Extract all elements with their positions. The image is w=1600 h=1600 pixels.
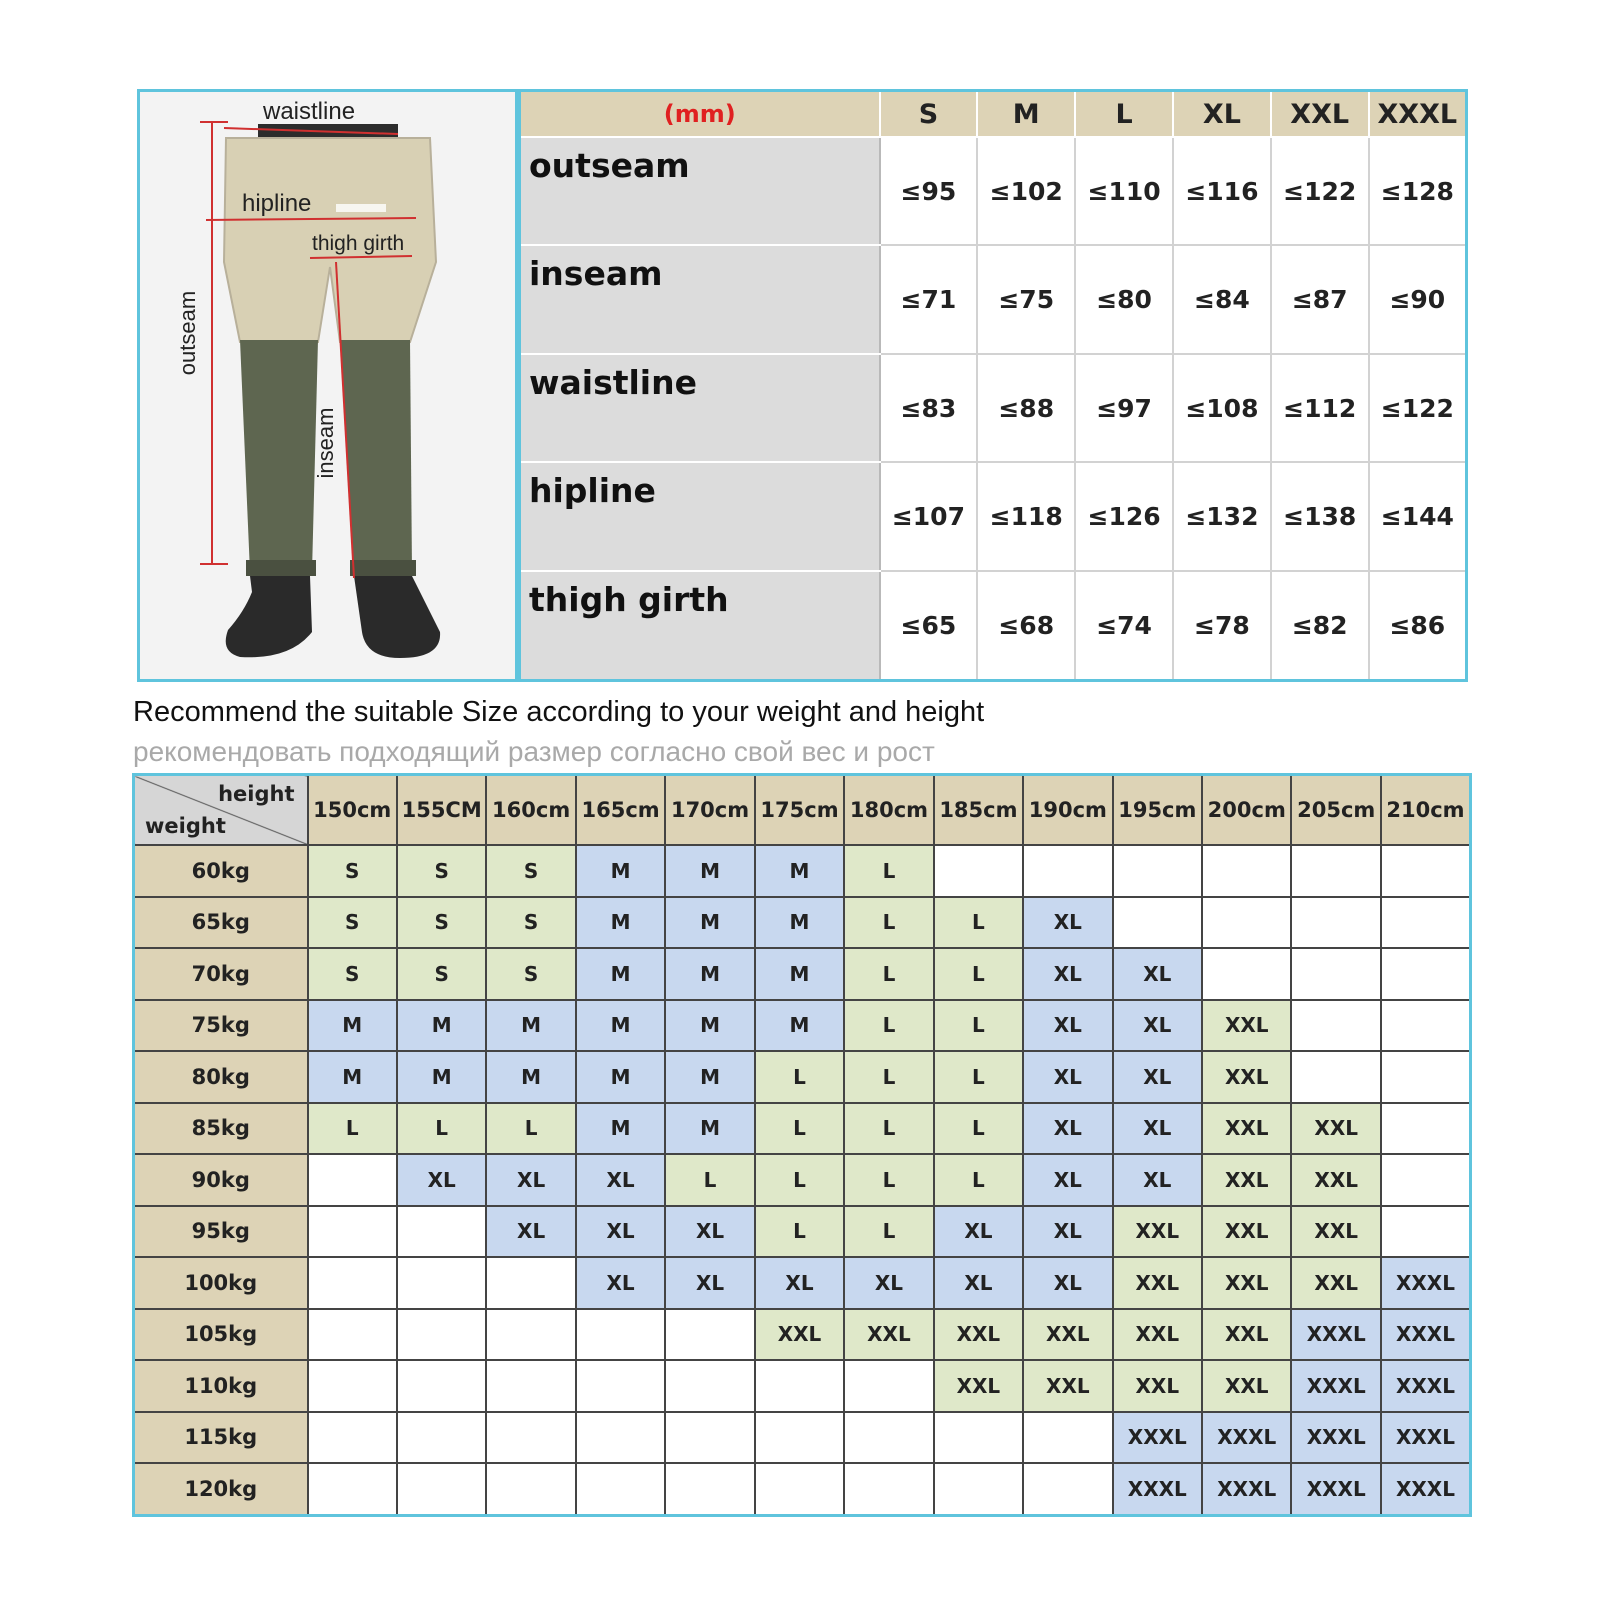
size-cell: M xyxy=(665,897,754,949)
height-header: 185cm xyxy=(934,775,1023,846)
size-cell: M xyxy=(665,1103,754,1155)
weight-label: 105kg xyxy=(134,1309,308,1361)
size-cell xyxy=(397,1206,486,1258)
size-cell: L xyxy=(934,1000,1023,1052)
size-cell xyxy=(1202,948,1291,1000)
size-cell: XL xyxy=(755,1257,844,1309)
size-cell xyxy=(308,1257,397,1309)
weight-row xyxy=(134,1000,1471,1052)
size-cell: L xyxy=(308,1103,397,1155)
size-cell xyxy=(844,1412,933,1464)
measurement-value: ≤122 xyxy=(1271,137,1369,245)
weight-row xyxy=(134,1360,1471,1412)
measurement-value: ≤116 xyxy=(1173,137,1271,245)
weight-label: 85kg xyxy=(134,1103,308,1155)
wader-illustration-panel xyxy=(137,89,518,682)
size-cell xyxy=(1381,1206,1471,1258)
size-cell: XXL xyxy=(934,1309,1023,1361)
size-cell: XL xyxy=(397,1154,486,1206)
measurement-row xyxy=(520,354,1467,462)
size-cell: S xyxy=(308,948,397,1000)
size-cell xyxy=(1291,1000,1380,1052)
size-cell xyxy=(1291,845,1380,897)
size-cell: M xyxy=(397,1051,486,1103)
size-cell xyxy=(665,1412,754,1464)
size-cell: XXL xyxy=(1291,1257,1380,1309)
size-cell: XL xyxy=(576,1154,665,1206)
size-cell: XL xyxy=(1113,1154,1202,1206)
size-cell xyxy=(1381,1154,1471,1206)
size-cell: M xyxy=(308,1051,397,1103)
measurement-table xyxy=(518,89,1468,682)
weight-row xyxy=(134,1257,1471,1309)
measurement-value: ≤71 xyxy=(880,245,978,353)
size-cell xyxy=(397,1463,486,1516)
size-cell: L xyxy=(844,948,933,1000)
size-cell: M xyxy=(755,845,844,897)
weight-label: 100kg xyxy=(134,1257,308,1309)
size-cell: XXL xyxy=(1202,1257,1291,1309)
measurement-name: outseam xyxy=(520,137,880,245)
size-cell: XL xyxy=(486,1206,575,1258)
corner-weight-label: weight xyxy=(145,814,226,838)
measurement-value: ≤138 xyxy=(1271,462,1369,570)
size-cell: L xyxy=(844,1051,933,1103)
size-cell: XXXL xyxy=(1381,1257,1471,1309)
weight-label: 65kg xyxy=(134,897,308,949)
size-cell: XL xyxy=(576,1257,665,1309)
weight-row xyxy=(134,1206,1471,1258)
size-cell xyxy=(308,1206,397,1258)
size-cell: S xyxy=(486,845,575,897)
measurement-value: ≤75 xyxy=(977,245,1075,353)
size-cell: XXL xyxy=(1113,1360,1202,1412)
size-cell: M xyxy=(576,1000,665,1052)
size-cell: L xyxy=(844,1206,933,1258)
size-cell xyxy=(755,1412,844,1464)
size-cell: S xyxy=(486,948,575,1000)
size-cell xyxy=(1023,845,1112,897)
size-cell: XXXL xyxy=(1113,1463,1202,1516)
measurement-value: ≤110 xyxy=(1075,137,1173,245)
measurement-value: ≤80 xyxy=(1075,245,1173,353)
size-cell: L xyxy=(934,1103,1023,1155)
size-cell: L xyxy=(844,1103,933,1155)
size-cell: XL xyxy=(665,1206,754,1258)
measurement-value: ≤68 xyxy=(977,571,1075,681)
size-cell xyxy=(1113,897,1202,949)
size-cell: S xyxy=(397,948,486,1000)
size-cell: XXL xyxy=(1202,1360,1291,1412)
weight-label: 80kg xyxy=(134,1051,308,1103)
size-cell xyxy=(486,1257,575,1309)
size-cell: L xyxy=(755,1154,844,1206)
height-header-row xyxy=(134,775,1471,846)
size-header: XXL xyxy=(1271,91,1369,138)
weight-row xyxy=(134,1051,1471,1103)
size-cell: XXXL xyxy=(1113,1412,1202,1464)
inseam-label: inseam xyxy=(313,407,338,479)
recommend-title-en: Recommend the suitable Size according to your weight and height xyxy=(133,696,985,728)
size-cell xyxy=(308,1154,397,1206)
measurement-header-row xyxy=(520,91,1467,138)
size-cell: XXL xyxy=(934,1360,1023,1412)
size-cell: M xyxy=(576,897,665,949)
height-header: 150cm xyxy=(308,775,397,846)
size-recommendation-table xyxy=(132,773,1472,1517)
weight-label: 90kg xyxy=(134,1154,308,1206)
size-cell: L xyxy=(844,1000,933,1052)
weight-row xyxy=(134,1309,1471,1361)
size-cell xyxy=(665,1463,754,1516)
size-cell: XXXL xyxy=(1381,1412,1471,1464)
size-cell xyxy=(665,1360,754,1412)
measurement-value: ≤97 xyxy=(1075,354,1173,462)
measurement-value: ≤78 xyxy=(1173,571,1271,681)
size-cell xyxy=(576,1309,665,1361)
size-cell: XL xyxy=(1113,1000,1202,1052)
measurement-value: ≤128 xyxy=(1369,137,1467,245)
size-cell: XXL xyxy=(1023,1309,1112,1361)
size-cell: L xyxy=(934,948,1023,1000)
measurement-name: hipline xyxy=(520,462,880,570)
size-cell: XL xyxy=(1113,1051,1202,1103)
size-cell: L xyxy=(755,1103,844,1155)
size-cell: L xyxy=(486,1103,575,1155)
measurement-value: ≤88 xyxy=(977,354,1075,462)
size-cell xyxy=(486,1412,575,1464)
size-cell: L xyxy=(934,897,1023,949)
height-header: 210cm xyxy=(1381,775,1471,846)
measurement-name: inseam xyxy=(520,245,880,353)
size-cell: XL xyxy=(1023,1000,1112,1052)
size-cell: XL xyxy=(1023,1206,1112,1258)
size-cell: XXL xyxy=(1113,1257,1202,1309)
size-cell xyxy=(755,1360,844,1412)
size-cell: S xyxy=(397,897,486,949)
size-header: XXXL xyxy=(1369,91,1467,138)
size-header: L xyxy=(1075,91,1173,138)
unit-header: (mm) xyxy=(520,91,880,138)
size-cell: XL xyxy=(934,1257,1023,1309)
measurement-value: ≤126 xyxy=(1075,462,1173,570)
size-cell: XL xyxy=(1113,948,1202,1000)
size-cell: M xyxy=(665,1051,754,1103)
size-cell xyxy=(844,1463,933,1516)
size-cell: XL xyxy=(1113,1103,1202,1155)
height-header: 190cm xyxy=(1023,775,1112,846)
size-cell xyxy=(1381,948,1471,1000)
size-cell: XXXL xyxy=(1291,1463,1380,1516)
measurement-value: ≤87 xyxy=(1271,245,1369,353)
measurement-value: ≤108 xyxy=(1173,354,1271,462)
size-cell: XXL xyxy=(1202,1051,1291,1103)
size-cell: XXXL xyxy=(1202,1412,1291,1464)
measurement-row xyxy=(520,462,1467,570)
thigh-girth-label: thigh girth xyxy=(312,232,405,255)
size-cell: S xyxy=(308,897,397,949)
size-cell: L xyxy=(755,1206,844,1258)
size-cell: XXL xyxy=(1202,1206,1291,1258)
size-cell: M xyxy=(755,1000,844,1052)
size-cell: M xyxy=(665,845,754,897)
size-cell: M xyxy=(755,897,844,949)
corner-height-label: height xyxy=(218,782,295,806)
height-header: 175cm xyxy=(755,775,844,846)
measurement-row xyxy=(520,571,1467,681)
size-cell xyxy=(934,845,1023,897)
size-cell: XXXL xyxy=(1381,1360,1471,1412)
size-cell: XXL xyxy=(1023,1360,1112,1412)
size-cell: XXXL xyxy=(1291,1360,1380,1412)
size-cell: S xyxy=(397,845,486,897)
size-cell: L xyxy=(844,897,933,949)
size-cell: L xyxy=(397,1103,486,1155)
measurement-value: ≤83 xyxy=(880,354,978,462)
size-cell xyxy=(1381,897,1471,949)
size-cell: XL xyxy=(934,1206,1023,1258)
size-cell: XXL xyxy=(1113,1309,1202,1361)
size-cell xyxy=(576,1360,665,1412)
size-cell xyxy=(1023,1412,1112,1464)
size-cell: M xyxy=(576,845,665,897)
size-cell xyxy=(486,1309,575,1361)
size-cell xyxy=(844,1360,933,1412)
size-cell: XL xyxy=(1023,948,1112,1000)
weight-label: 70kg xyxy=(134,948,308,1000)
weight-label: 75kg xyxy=(134,1000,308,1052)
size-cell xyxy=(397,1412,486,1464)
height-header: 165cm xyxy=(576,775,665,846)
weight-label: 115kg xyxy=(134,1412,308,1464)
measurement-value: ≤118 xyxy=(977,462,1075,570)
size-cell xyxy=(1291,948,1380,1000)
size-cell: XL xyxy=(1023,1051,1112,1103)
size-cell xyxy=(397,1257,486,1309)
recommend-title-ru: рекомендовать подходящий размер согласно свой вес и рост xyxy=(133,736,935,767)
measurement-name: waistline xyxy=(520,354,880,462)
weight-label: 110kg xyxy=(134,1360,308,1412)
size-cell: S xyxy=(486,897,575,949)
weight-row xyxy=(134,845,1471,897)
weight-row xyxy=(134,948,1471,1000)
weight-label: 120kg xyxy=(134,1463,308,1516)
size-cell: L xyxy=(755,1051,844,1103)
size-cell: M xyxy=(397,1000,486,1052)
size-cell: XXL xyxy=(1202,1154,1291,1206)
size-cell xyxy=(397,1309,486,1361)
measurement-value: ≤95 xyxy=(880,137,978,245)
size-cell xyxy=(397,1360,486,1412)
size-cell: M xyxy=(576,948,665,1000)
size-cell: M xyxy=(665,1000,754,1052)
size-cell xyxy=(665,1309,754,1361)
waistline-label: waistline xyxy=(263,98,356,125)
size-cell: XXL xyxy=(1202,1309,1291,1361)
size-cell: XL xyxy=(844,1257,933,1309)
measurement-value: ≤144 xyxy=(1369,462,1467,570)
size-cell: L xyxy=(844,1154,933,1206)
size-header: M xyxy=(977,91,1075,138)
size-cell: XL xyxy=(1023,897,1112,949)
size-cell: XL xyxy=(665,1257,754,1309)
size-cell xyxy=(576,1463,665,1516)
size-cell: XXXL xyxy=(1202,1463,1291,1516)
size-cell: S xyxy=(308,845,397,897)
size-cell: XXL xyxy=(1202,1103,1291,1155)
measurement-value: ≤74 xyxy=(1075,571,1173,681)
size-cell: XXL xyxy=(755,1309,844,1361)
size-cell: M xyxy=(308,1000,397,1052)
size-cell xyxy=(1023,1463,1112,1516)
measurement-row xyxy=(520,137,1467,245)
size-cell xyxy=(308,1463,397,1516)
measurement-value: ≤84 xyxy=(1173,245,1271,353)
height-header: 195cm xyxy=(1113,775,1202,846)
height-header: 170cm xyxy=(665,775,754,846)
size-cell: XL xyxy=(486,1154,575,1206)
size-cell xyxy=(934,1463,1023,1516)
size-cell xyxy=(1381,1103,1471,1155)
size-cell xyxy=(308,1412,397,1464)
weight-row xyxy=(134,897,1471,949)
size-cell: XXL xyxy=(844,1309,933,1361)
height-header: 155CM xyxy=(397,775,486,846)
size-cell xyxy=(308,1309,397,1361)
size-cell: XXL xyxy=(1291,1206,1380,1258)
size-cell xyxy=(1381,1051,1471,1103)
measurement-name: thigh girth xyxy=(520,571,880,681)
weight-label: 95kg xyxy=(134,1206,308,1258)
size-cell: XXL xyxy=(1291,1103,1380,1155)
size-cell xyxy=(1202,845,1291,897)
measurement-value: ≤86 xyxy=(1369,571,1467,681)
weight-row xyxy=(134,1103,1471,1155)
size-cell xyxy=(486,1360,575,1412)
size-cell: XL xyxy=(1023,1103,1112,1155)
size-cell xyxy=(1202,897,1291,949)
size-cell xyxy=(308,1360,397,1412)
size-cell xyxy=(755,1463,844,1516)
size-cell: M xyxy=(486,1051,575,1103)
size-cell: M xyxy=(755,948,844,1000)
measurement-value: ≤90 xyxy=(1369,245,1467,353)
height-header: 180cm xyxy=(844,775,933,846)
measurement-value: ≤102 xyxy=(977,137,1075,245)
size-cell xyxy=(1291,897,1380,949)
weight-row xyxy=(134,1412,1471,1464)
size-cell xyxy=(1381,845,1471,897)
size-cell: M xyxy=(486,1000,575,1052)
measurement-value: ≤132 xyxy=(1173,462,1271,570)
size-cell: M xyxy=(576,1103,665,1155)
height-header: 200cm xyxy=(1202,775,1291,846)
measurement-value: ≤112 xyxy=(1271,354,1369,462)
size-cell xyxy=(1113,845,1202,897)
size-cell: XXL xyxy=(1113,1206,1202,1258)
measurement-value: ≤107 xyxy=(880,462,978,570)
size-cell: M xyxy=(576,1051,665,1103)
size-cell: L xyxy=(844,845,933,897)
height-header: 205cm xyxy=(1291,775,1380,846)
corner-header xyxy=(134,775,308,846)
size-cell: XXXL xyxy=(1291,1412,1380,1464)
size-cell: L xyxy=(934,1154,1023,1206)
size-cell: XL xyxy=(1023,1154,1112,1206)
height-header: 160cm xyxy=(486,775,575,846)
size-cell xyxy=(1291,1051,1380,1103)
size-cell: L xyxy=(665,1154,754,1206)
size-cell xyxy=(576,1412,665,1464)
size-header: S xyxy=(880,91,978,138)
measurement-value: ≤122 xyxy=(1369,354,1467,462)
size-cell: XXXL xyxy=(1381,1463,1471,1516)
size-cell: XXL xyxy=(1202,1000,1291,1052)
size-header: XL xyxy=(1173,91,1271,138)
size-cell: XXXL xyxy=(1291,1309,1380,1361)
hipline-label: hipline xyxy=(242,190,312,217)
measurement-value: ≤65 xyxy=(880,571,978,681)
weight-row xyxy=(134,1463,1471,1516)
measurement-row xyxy=(520,245,1467,353)
size-cell: XXXL xyxy=(1381,1309,1471,1361)
measurement-value: ≤82 xyxy=(1271,571,1369,681)
outseam-label: outseam xyxy=(175,290,200,376)
size-cell: L xyxy=(934,1051,1023,1103)
size-cell: M xyxy=(665,948,754,1000)
size-cell: XL xyxy=(576,1206,665,1258)
size-cell xyxy=(486,1463,575,1516)
weight-label: 60kg xyxy=(134,845,308,897)
size-cell: XXL xyxy=(1291,1154,1380,1206)
size-cell: XL xyxy=(1023,1257,1112,1309)
size-cell xyxy=(934,1412,1023,1464)
weight-row xyxy=(134,1154,1471,1206)
size-cell xyxy=(1381,1000,1471,1052)
